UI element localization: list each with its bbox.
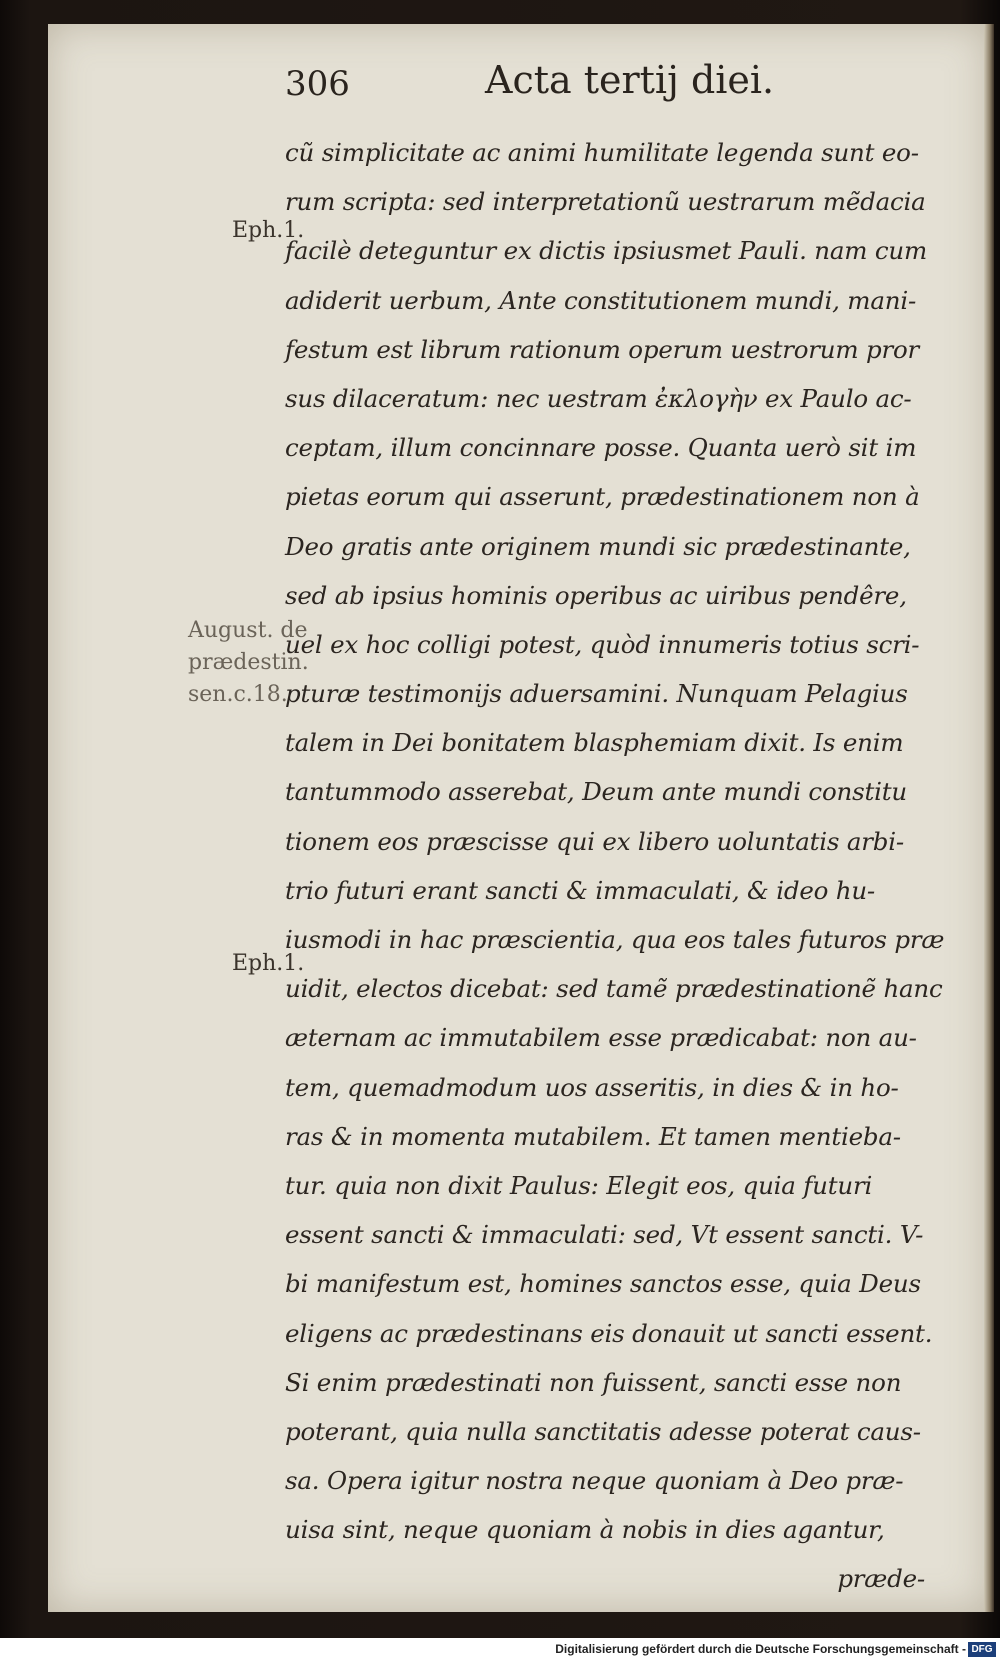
text-line: eligens ac prædestinans eis donauit ut sancti essent. [285, 1318, 933, 1348]
funding-credit: Digitalisierung gefördert durch die Deutsche Forschungsgemeinschaft - [555, 1642, 966, 1656]
text-line: tur. quia non dixit Paulus: Elegit eos, quia futuri [285, 1170, 873, 1200]
page-number: 306 [285, 64, 350, 104]
text-line: poterant, quia nulla sanctitatis adesse poterat caus- [285, 1416, 921, 1446]
text-line: tantummodo asserebat, Deum ante mundi constitu [285, 777, 907, 807]
body-text [285, 128, 965, 1604]
text-line: ceptam, illum concinnare posse. Quanta uerò sit im [285, 433, 917, 463]
text-line: ras & in momenta mutabilem. Et tamen mentieba- [285, 1121, 901, 1151]
text-line: festum est librum rationum operum uestrorum pror [285, 334, 920, 364]
margin-note-eph-2: Eph.1. [232, 951, 305, 976]
margin-note-eph-1: Eph.1. [232, 218, 305, 243]
text-line: pturæ testimonijs aduersamini. Nunquam Pelagius [285, 679, 908, 709]
text-line: essent sancti & immaculati: sed, Vt essent sancti. V- [285, 1220, 924, 1250]
text-line: pietas eorum qui asserunt, prædestinationem non à [285, 482, 920, 512]
margin-note-august-3: sen.c.18. [188, 682, 288, 707]
text-line: tem, quemadmodum uos asseritis, in dies & in ho- [285, 1072, 899, 1102]
text-line: bi manifestum est, homines sanctos esse, quia Deus [285, 1269, 921, 1299]
margin-note-august-2: prædestin. [188, 650, 309, 675]
text-line: cũ simplicitate ac animi humilitate legenda sunt eo- [285, 138, 919, 167]
running-head [285, 58, 925, 128]
text-line: trio futuri erant sancti & immaculati, & ideo hu- [285, 875, 876, 905]
text-line: talem in Dei bonitatem blasphemiam dixit. Is enim [285, 728, 904, 758]
text-line: sed ab ipsius hominis operibus ac uiribus pendêre, [285, 580, 907, 610]
text-line: iusmodi in hac præscientia, qua eos tales futuros præ [285, 925, 945, 954]
text-line: rum scripta: sed interpretationũ uestrarum mẽdacia [285, 187, 926, 217]
text-line: tionem eos præscisse qui ex libero uoluntatis arbi- [285, 826, 904, 856]
text-line: sus dilaceratum: nec uestram ἐκλογὴν ex Paulo ac- [285, 383, 912, 413]
text-line: Si enim prædestinati non fuissent, sancti esse non [285, 1367, 902, 1397]
catchword: præde- [837, 1564, 925, 1594]
running-title: Acta tertij diei. [485, 58, 775, 102]
text-line: uidit, electos dicebat: sed tamẽ prædestinationẽ hanc [285, 974, 943, 1004]
text-line: uel ex hoc colligi potest, quòd innumeris totius scri- [285, 629, 920, 659]
text-line: uisa sint, neque quoniam à nobis in dies agantur, [285, 1515, 885, 1545]
text-line: adiderit uerbum, Ante constitutionem mundi, mani- [285, 285, 917, 315]
text-line: Deo gratis ante originem mundi sic prædestinante, [285, 531, 911, 561]
page-edge [984, 24, 994, 1612]
text-line: sa. Opera igitur nostra neque quoniam à Deo præ- [285, 1466, 904, 1496]
margin-note-august-1: August. de [188, 618, 308, 643]
digitization-footer [0, 1638, 1000, 1662]
dfg-logo-icon: DFG [968, 1642, 996, 1657]
text-line: æternam ac immutabilem esse prædicabat: non au- [285, 1023, 917, 1053]
text-line: facilè deteguntur ex dictis ipsiusmet Pauli. nam cum [285, 236, 928, 266]
